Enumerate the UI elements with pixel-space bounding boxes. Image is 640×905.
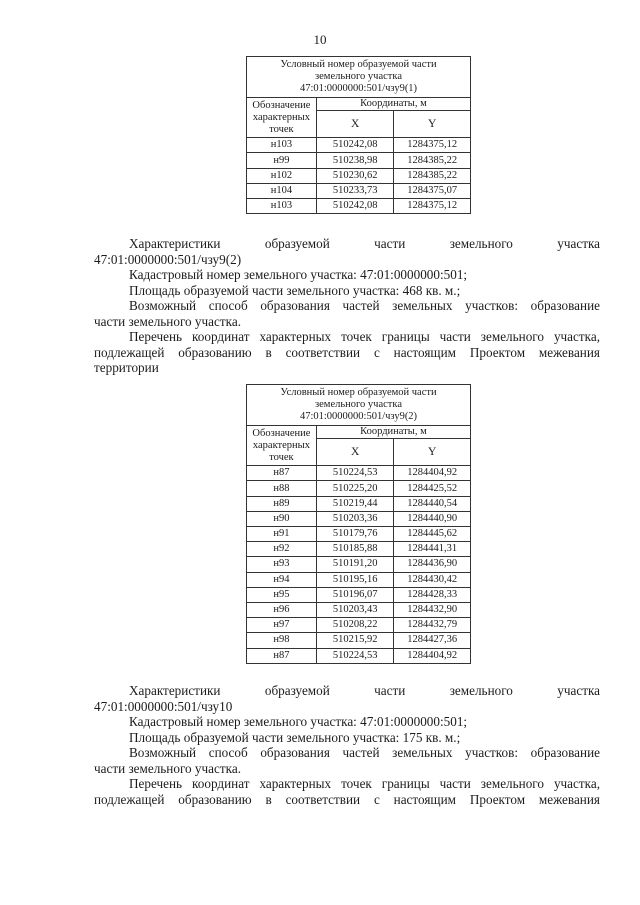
x-column-header: X: [316, 439, 394, 466]
x-cell: 510225,20: [316, 481, 394, 496]
y-cell: 1284440,90: [394, 511, 471, 526]
table-title-line: 47:01:0000000:501/чзу9(1): [299, 83, 418, 95]
x-cell: 510179,76: [316, 527, 394, 542]
table-row: [247, 496, 471, 511]
y-cell: 1284385,22: [394, 153, 471, 168]
y-cell: 1284375,07: [394, 183, 471, 198]
y-cell: 1284436,90: [394, 557, 471, 572]
method-line: Возможный способ образования частей земельных участков: образование: [129, 298, 600, 313]
table-row: [247, 199, 471, 214]
y-cell: 1284425,52: [394, 481, 471, 496]
list-intro-line: подлежащей образованию в соответствии с настоящим Проектом межевания: [94, 791, 600, 807]
point-column-header: Обозначение характерных точек: [247, 98, 317, 138]
table-row: [247, 633, 471, 648]
y-cell: 1284428,33: [394, 587, 471, 602]
point-cell: н87: [247, 466, 317, 481]
list-intro-line: территории: [94, 360, 159, 375]
table-title: [247, 385, 471, 426]
x-cell: 510242,08: [316, 199, 394, 214]
table-row: [247, 138, 471, 153]
x-cell: 510219,44: [316, 496, 394, 511]
table-row: [247, 481, 471, 496]
table-row: [247, 557, 471, 572]
section-text-2: [94, 683, 600, 807]
point-cell: н87: [247, 648, 317, 663]
table-row: [247, 511, 471, 526]
y-cell: 1284375,12: [394, 199, 471, 214]
table-row: [247, 572, 471, 587]
area-line: Площадь образуемой части земельного участка: 175 кв. м.;: [129, 729, 461, 745]
area-line: Площадь образуемой части земельного участка: 468 кв. м.;: [129, 282, 461, 298]
point-cell: н95: [247, 587, 317, 602]
table-row: [247, 542, 471, 557]
x-cell: 510224,53: [316, 648, 394, 663]
point-cell: н103: [247, 138, 317, 153]
y-cell: 1284404,92: [394, 466, 471, 481]
table-title-line: 47:01:0000000:501/чзу9(2): [299, 411, 418, 423]
y-cell: 1284432,79: [394, 618, 471, 633]
table-title-line: Условный номер образуемой части: [280, 59, 437, 70]
point-cell: н90: [247, 511, 317, 526]
coordinates-table-2: [246, 384, 471, 664]
table-title-line: Условный номер образуемой части: [280, 387, 437, 398]
table-title-line: земельного участка: [315, 399, 402, 411]
method-line: части земельного участка.: [94, 313, 241, 329]
x-cell: 510224,53: [316, 466, 394, 481]
x-cell: 510242,08: [316, 138, 394, 153]
section-heading: Характеристики образуемой части земельного участка: [129, 236, 601, 251]
table-title-line: земельного участка: [315, 71, 402, 83]
point-cell: н94: [247, 572, 317, 587]
x-cell: 510215,92: [316, 633, 394, 648]
x-cell: 510230,62: [316, 168, 394, 183]
y-cell: 1284385,22: [394, 168, 471, 183]
table-row: [247, 153, 471, 168]
table-row: [247, 618, 471, 633]
page-number: 10: [313, 32, 327, 47]
section-heading-tail: 47:01:0000000:501/чзу10: [94, 698, 233, 714]
point-cell: н104: [247, 183, 317, 198]
x-cell: 510203,43: [316, 602, 394, 617]
section-text-1: [94, 236, 600, 376]
table-row: [247, 183, 471, 198]
x-cell: 510196,07: [316, 587, 394, 602]
table-row: [247, 168, 471, 183]
x-column-header: X: [316, 111, 394, 138]
section-heading: Характеристики образуемой части земельного участка: [129, 683, 601, 698]
point-cell: н93: [247, 557, 317, 572]
x-cell: 510185,88: [316, 542, 394, 557]
point-cell: н91: [247, 527, 317, 542]
y-column-header: Y: [394, 111, 471, 138]
table-row: [247, 466, 471, 481]
x-cell: 510203,36: [316, 511, 394, 526]
list-intro-line: подлежащей образованию в соответствии с настоящим Проектом межевания: [94, 344, 600, 360]
y-cell: 1284430,42: [394, 572, 471, 587]
point-cell: н98: [247, 633, 317, 648]
y-cell: 1284404,92: [394, 648, 471, 663]
table-row: [247, 648, 471, 663]
x-cell: 510208,22: [316, 618, 394, 633]
y-cell: 1284427,36: [394, 633, 471, 648]
section-heading-tail: 47:01:0000000:501/чзу9(2): [94, 251, 242, 267]
point-column-header: Обозначение характерных точек: [247, 426, 317, 466]
cadastral-number: Кадастровый номер земельного участка: 47:01:0000000:501;: [129, 267, 468, 282]
point-cell: н102: [247, 168, 317, 183]
x-cell: 510191,20: [316, 557, 394, 572]
table-row: [247, 527, 471, 542]
table-title: [247, 57, 471, 98]
x-cell: 510195,16: [316, 572, 394, 587]
list-intro-line: Перечень координат характерных точек границы части земельного участка,: [129, 776, 600, 791]
point-cell: н103: [247, 199, 317, 214]
x-cell: 510238,98: [316, 153, 394, 168]
table-row: [247, 602, 471, 617]
point-cell: н96: [247, 602, 317, 617]
y-cell: 1284445,62: [394, 527, 471, 542]
method-line: Возможный способ образования частей земельных участков: образование: [129, 745, 600, 760]
coordinates-header: Координаты, м: [316, 426, 470, 439]
y-cell: 1284440,54: [394, 496, 471, 511]
y-column-header: Y: [394, 439, 471, 466]
x-cell: 510233,73: [316, 183, 394, 198]
list-intro-line: Перечень координат характерных точек границы части земельного участка,: [129, 329, 600, 344]
coordinates-header: Координаты, м: [316, 98, 470, 111]
point-cell: н92: [247, 542, 317, 557]
coordinates-table-1: [246, 56, 471, 214]
method-line: части земельного участка.: [94, 760, 241, 776]
point-cell: н99: [247, 153, 317, 168]
y-cell: 1284375,12: [394, 138, 471, 153]
point-cell: н89: [247, 496, 317, 511]
table-row: [247, 587, 471, 602]
cadastral-number: Кадастровый номер земельного участка: 47:01:0000000:501;: [129, 714, 468, 729]
point-cell: н97: [247, 618, 317, 633]
y-cell: 1284441,31: [394, 542, 471, 557]
point-cell: н88: [247, 481, 317, 496]
y-cell: 1284432,90: [394, 602, 471, 617]
